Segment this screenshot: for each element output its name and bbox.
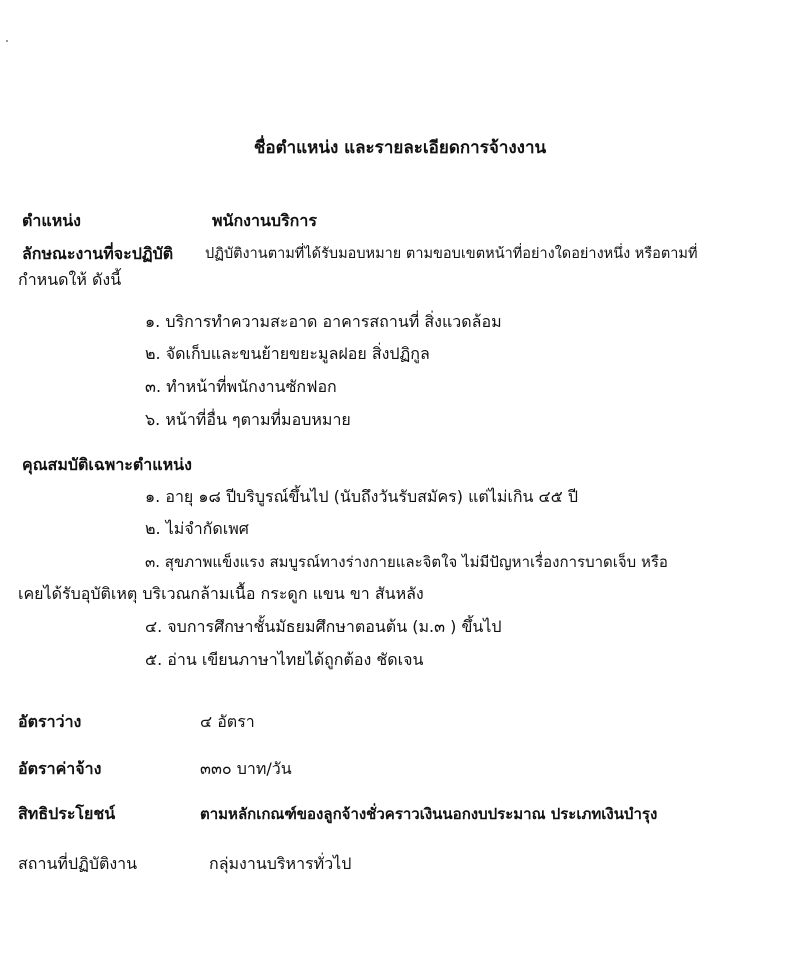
qualification-item-continuation: เคยได้รับอุบัติเหตุ บริเวณกล้ามเนื้อ กระดูก แขน ขา สันหลัง	[18, 584, 424, 603]
duty-item: ๑. บริการทำความสะอาด อาคารสถานที่ สิ่งแวดล้อม	[145, 312, 502, 331]
document-title: ชื่อตำแหน่ง และรายละเอียดการจ้างงาน	[253, 138, 547, 158]
benefits-value: ตามหลักเกณฑ์ของลูกจ้างชั่วคราวเงินนอกงบประมาณ ประเภทเงินบำรุง	[200, 805, 658, 823]
qualification-item: ๑. อายุ ๑๘ ปีบริบูรณ์ขึ้นไป (นับถึงวันรับสมัคร) แต่ไม่เกิน ๔๕ ปี	[145, 487, 579, 506]
wage-label: อัตราค่าจ้าง	[18, 759, 102, 778]
workplace-label: สถานที่ปฏิบัติงาน	[18, 854, 138, 873]
vacancies-value: ๔ อัตรา	[200, 712, 255, 731]
benefits-label: สิทธิประโยชน์	[18, 804, 116, 823]
wage-value: ๓๓๐ บาท/วัน	[200, 759, 292, 778]
position-value: พนักงานบริการ	[212, 211, 317, 230]
workplace-value: กลุ่มงานบริหารทั่วไป	[209, 854, 352, 873]
qualification-item: ๓. สุขภาพแข็งแรง สมบูรณ์ทางร่างกายและจิตใจ ไม่มีปัญหาเรื่องการบาดเจ็บ หรือ	[145, 553, 668, 571]
qualifications-label: คุณสมบัติเฉพาะตำแหน่ง	[22, 455, 192, 474]
duty-item: ๓. ทำหน้าที่พนักงานซักฟอก	[145, 377, 337, 396]
duties-intro-line1: ปฏิบัติงานตามที่ได้รับมอบหมาย ตามขอบเขตหน้าที่อย่างใดอย่างหนึ่ง หรือตามที่	[205, 246, 698, 262]
qualification-item: ๕. อ่าน เขียนภาษาไทยได้ถูกต้อง ชัดเจน	[145, 650, 424, 669]
position-label: ตำแหน่ง	[22, 211, 81, 230]
qualification-item: ๔. จบการศึกษาชั้นมัธยมศึกษาตอนต้น (ม.๓ ) ขึ้นไป	[145, 617, 502, 636]
duty-item: ๒. จัดเก็บและขนย้ายขยะมูลฝอย สิ่งปฏิกูล	[145, 344, 430, 363]
scan-speck	[6, 40, 8, 42]
vacancies-label: อัตราว่าง	[18, 712, 82, 731]
qualification-item: ๒. ไม่จำกัดเพศ	[145, 519, 249, 538]
duties-intro-line2: กำหนดให้ ดังนี้	[18, 270, 122, 289]
duty-item: ๖. หน้าที่อื่น ๆตามที่มอบหมาย	[145, 410, 351, 429]
duties-label: ลักษณะงานที่จะปฏิบัติ	[22, 244, 174, 263]
